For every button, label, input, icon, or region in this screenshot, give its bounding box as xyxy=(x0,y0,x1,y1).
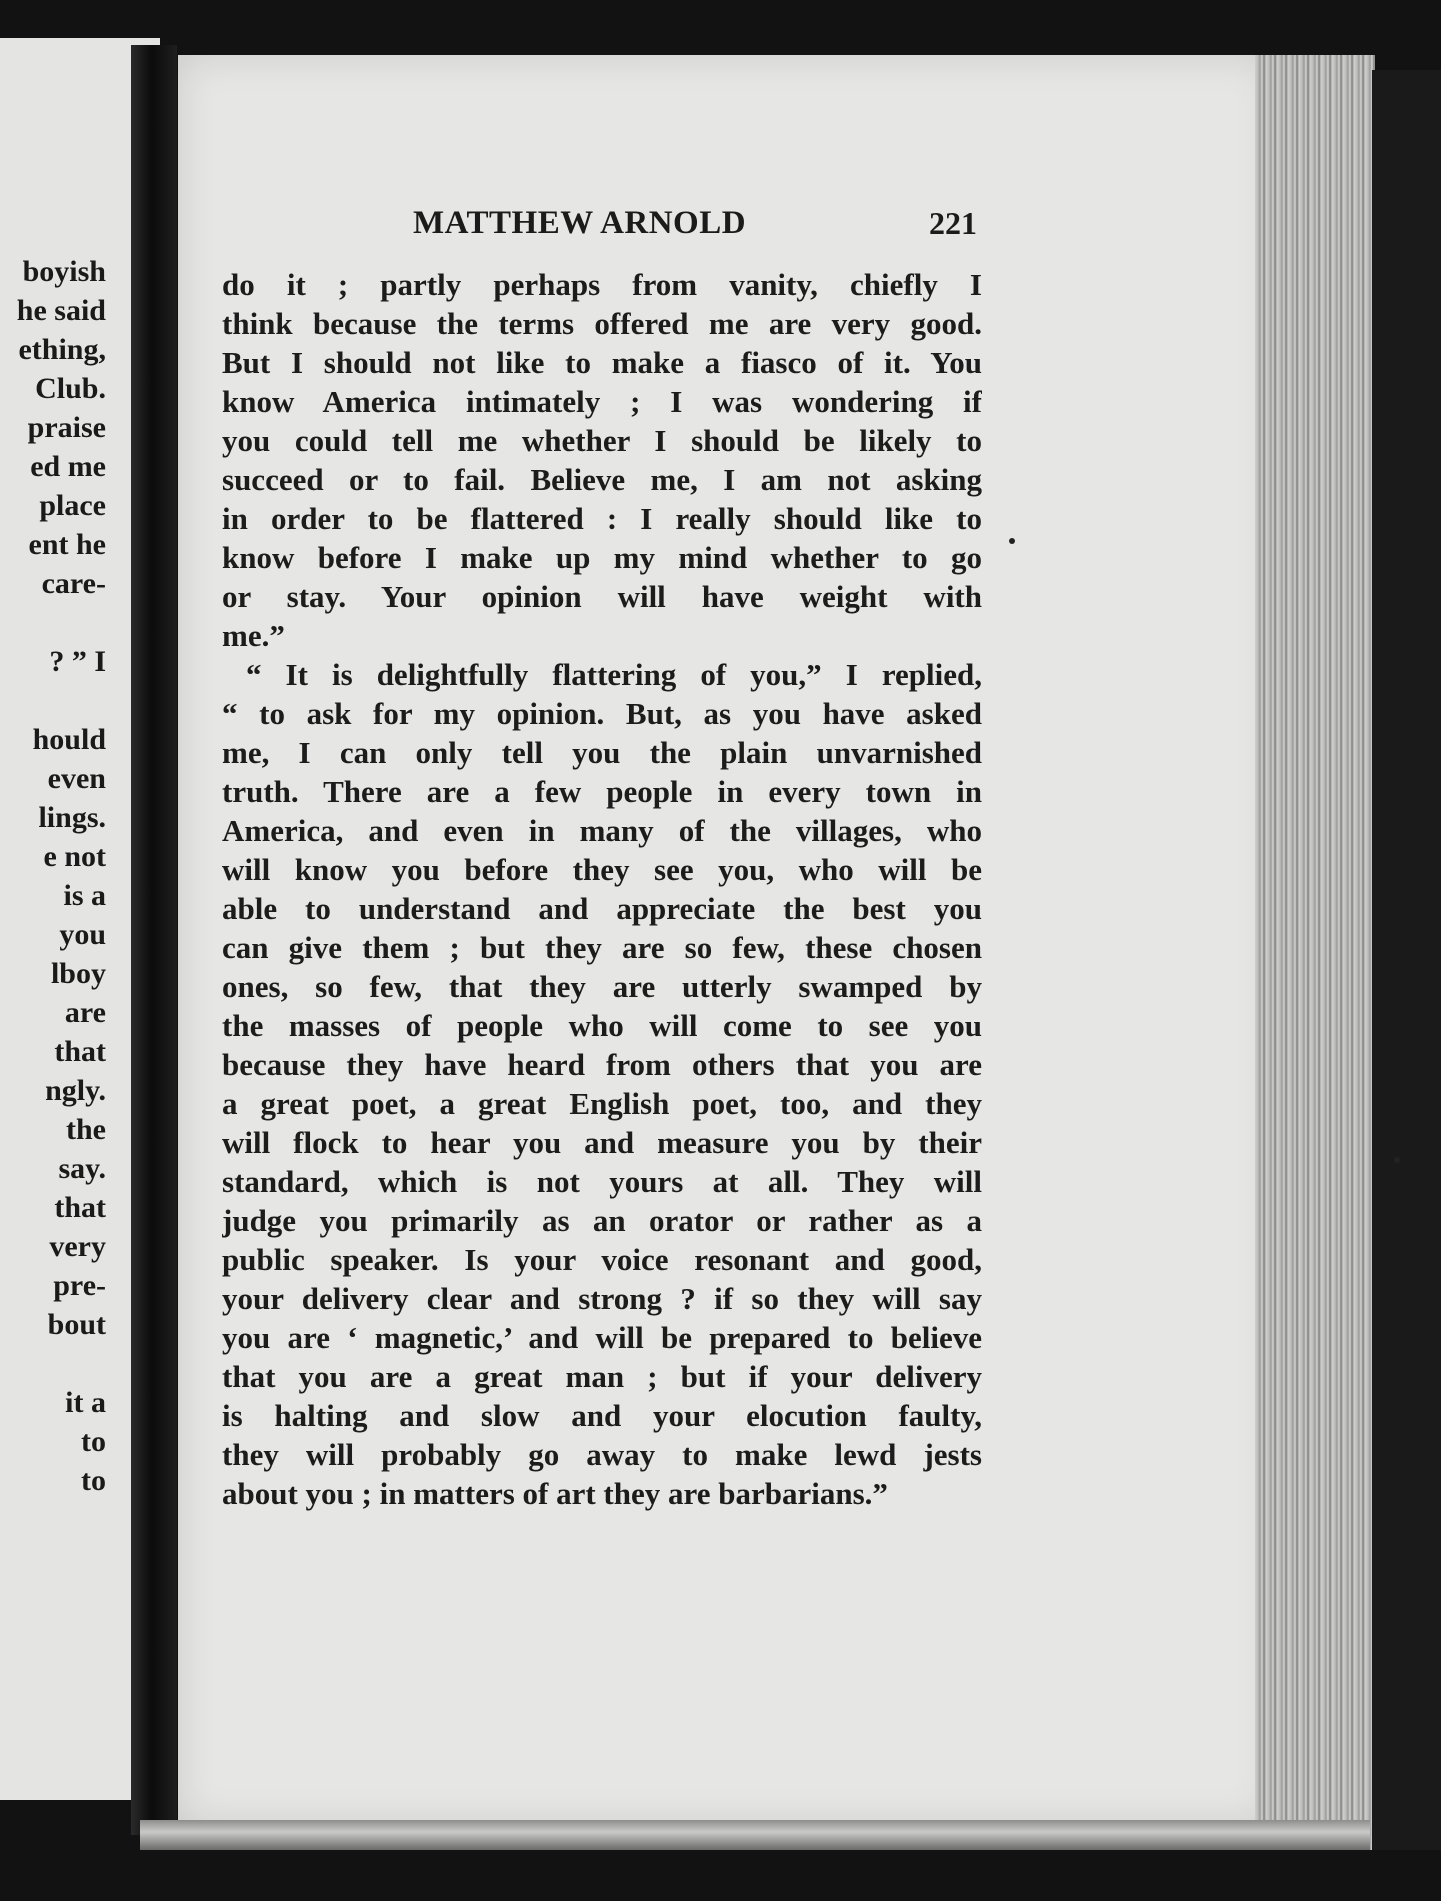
body-line: you could tell me whether I should be likely to xyxy=(222,423,982,458)
left-page-line: the xyxy=(66,1113,106,1146)
left-page-line: care- xyxy=(41,567,106,600)
left-page-line: you xyxy=(59,918,106,951)
left-page-line: ? ” I xyxy=(49,645,106,678)
left-page-line: even xyxy=(47,762,106,795)
body-line: they will probably go away to make lewd jests xyxy=(222,1437,982,1472)
left-page-line: very xyxy=(49,1230,106,1263)
body-line: the masses of people who will come to see you xyxy=(222,1008,982,1043)
body-line: me.” xyxy=(222,618,285,653)
body-line: standard, which is not yours at all. They will xyxy=(222,1164,982,1199)
left-page-line: that xyxy=(54,1035,106,1068)
left-page-line: ething, xyxy=(18,333,106,366)
body-line: that you are a great man ; but if your delivery xyxy=(222,1359,982,1394)
body-line: a great poet, a great English poet, too, and they xyxy=(222,1086,982,1121)
body-line: will flock to hear you and measure you by their xyxy=(222,1125,982,1160)
left-page-line: boyish xyxy=(22,255,106,288)
body-line: can give them ; but they are so few, these chosen xyxy=(222,930,982,965)
page-edges xyxy=(1255,55,1375,1850)
left-page-line: e not xyxy=(43,840,106,873)
body-line: will know you before they see you, who will be xyxy=(222,852,982,887)
body-line: succeed or to fail. Believe me, I am not asking xyxy=(222,462,982,497)
body-line: “ to ask for my opinion. But, as you have asked xyxy=(222,696,982,731)
body-line: you are ‘ magnetic,’ and will be prepared to believe xyxy=(222,1320,982,1355)
left-page-line: that xyxy=(54,1191,106,1224)
body-line: your delivery clear and strong ? if so they will say xyxy=(222,1281,982,1316)
body-line: public speaker. Is your voice resonant and good, xyxy=(222,1242,982,1277)
left-page-line: ngly. xyxy=(45,1074,106,1107)
left-page-line: is a xyxy=(63,879,106,912)
left-page-line: to xyxy=(81,1425,106,1458)
left-page-line: Club. xyxy=(35,372,106,405)
body-line: in order to be flattered : I really should like to xyxy=(222,501,982,536)
running-head: MATTHEW ARNOLD xyxy=(413,205,747,241)
body-line: know America intimately ; I was wondering if xyxy=(222,384,982,419)
body-line: do it ; partly perhaps from vanity, chiefly I xyxy=(222,267,982,302)
body-line: “ It is delightfully flattering of you,” I replied, xyxy=(246,657,982,692)
left-page-line: it a xyxy=(65,1386,106,1419)
left-page-line: hould xyxy=(32,723,106,756)
left-page-line: are xyxy=(64,996,106,1029)
body-line: truth. There are a few people in every town in xyxy=(222,774,982,809)
body-line: judge you primarily as an orator or rather as a xyxy=(222,1203,982,1238)
left-page-line: say. xyxy=(58,1152,106,1185)
left-page-line: to xyxy=(81,1464,106,1497)
left-page-line: praise xyxy=(27,411,106,444)
body-line: able to understand and appreciate the best you xyxy=(222,891,982,926)
left-page-line: pre- xyxy=(53,1269,106,1302)
left-page-line: ed me xyxy=(30,450,106,483)
left-page-line: he said xyxy=(16,294,106,327)
book-gutter xyxy=(131,45,177,1835)
body-line: because they have heard from others that you are xyxy=(222,1047,982,1082)
left-page-line: bout xyxy=(47,1308,106,1341)
body-line: about you ; in matters of art they are barbarians.” xyxy=(222,1476,888,1511)
page-header xyxy=(0,205,1100,245)
body-line: or stay. Your opinion will have weight with xyxy=(222,579,982,614)
body-line: But I should not like to make a fiasco of it. You xyxy=(222,345,982,380)
body-line: is halting and slow and your elocution faulty, xyxy=(222,1398,982,1433)
page-speck xyxy=(1394,1157,1400,1163)
page-number: 221 xyxy=(929,205,977,241)
body-line: ones, so few, that they are utterly swamped by xyxy=(222,969,982,1004)
page-speck xyxy=(1009,538,1015,544)
left-page-line: place xyxy=(39,489,106,522)
left-page-line: lboy xyxy=(50,957,106,990)
bottom-page-edge xyxy=(140,1820,1370,1850)
background-edge xyxy=(1372,70,1441,1850)
body-line: America, and even in many of the villages, who xyxy=(222,813,982,848)
left-page-line: lings. xyxy=(38,801,106,834)
body-line: know before I make up my mind whether to go xyxy=(222,540,982,575)
body-line: think because the terms offered me are very good. xyxy=(222,306,982,341)
body-line: me, I can only tell you the plain unvarnished xyxy=(222,735,982,770)
left-page-line: ent he xyxy=(28,528,106,561)
